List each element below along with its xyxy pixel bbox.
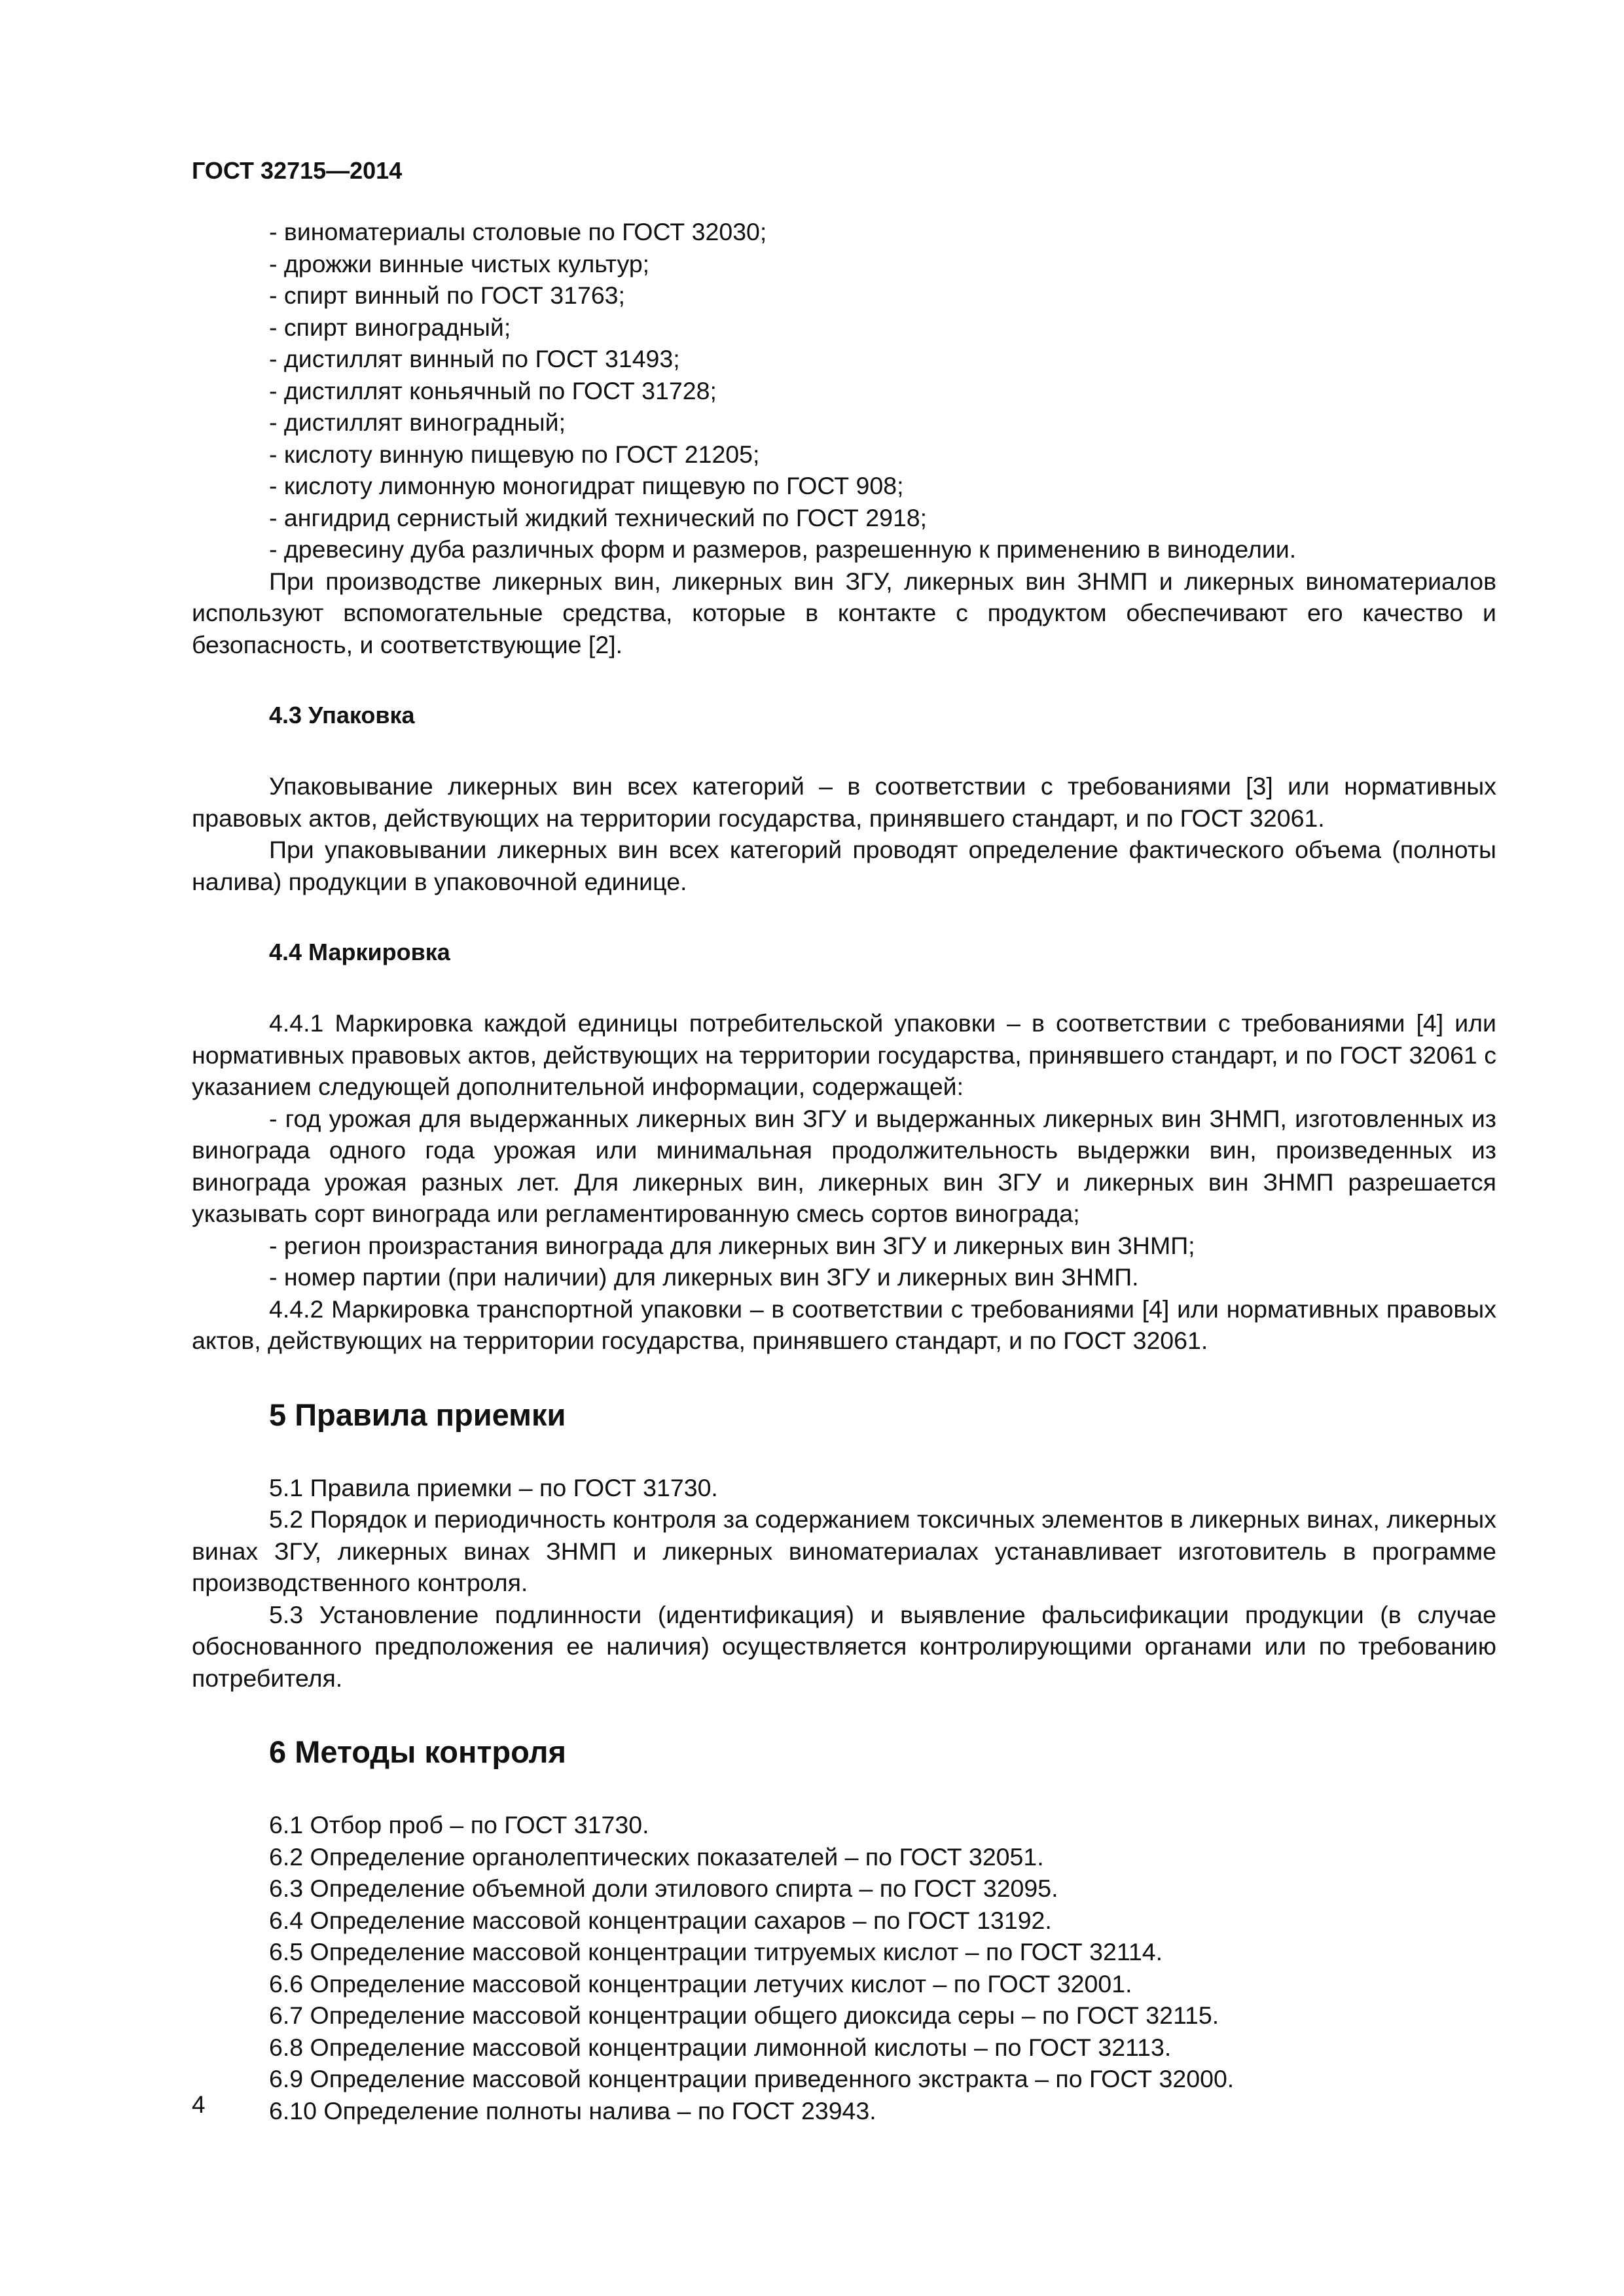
list-item: - дистиллят винный по ГОСТ 31493;: [269, 345, 680, 372]
list-item: - регион произрастания винограда для ликерных вин ЗГУ и ликерных вин ЗНМП;: [269, 1231, 1195, 1259]
list-item: - год урожая для выдержанных ликерных вин ЗГУ и выдержанных ликерных вин ЗНМП, изготовленных из винограда одного года урожая или минимальная продолжительность выдержки вин, произведенных из винограда урожая разных лет. Для ликерных вин, ликерных вин ЗГУ и ликерных вин ЗНМП разрешается указывать сорт винограда или регламентированную смесь сортов винограда;: [192, 1104, 1496, 1227]
list-item: 6.10 Определение полноты налива – по ГОСТ 23943.: [269, 2096, 876, 2125]
list-item: 6.7 Определение массовой концентрации общего диоксида серы – по ГОСТ 32115.: [269, 2001, 1219, 2029]
list-item: - спирт винный по ГОСТ 31763;: [269, 281, 625, 309]
paragraph: При упаковывании ликерных вин всех категорий проводят определение фактического объема (полноты налива) продукции в упаковочной единице.: [192, 836, 1496, 895]
list-item: 6.3 Определение объемной доли этилового спирта – по ГОСТ 32095.: [269, 1874, 1058, 1902]
list-item: 6.9 Определение массовой концентрации приведенного экстракта – по ГОСТ 32000.: [269, 2065, 1235, 2092]
list-item: - дистиллят виноградный;: [269, 408, 566, 436]
list-item: - древесину дуба различных форм и размеров, разрешенную к применению в виноделии.: [269, 535, 1297, 563]
page-number: 4: [192, 2091, 206, 2118]
section-4-3-heading: 4.3 Упаковка: [269, 702, 415, 728]
paragraph: 5.3 Установление подлинности (идентификация) и выявление фальсификации продукции (в случае обоснованного предположения ее наличия) осуществляется контролирующими органами или по требованию потребителя.: [192, 1600, 1496, 1692]
materials-list: [192, 216, 1496, 565]
list-item: 6.4 Определение массовой концентрации сахаров – по ГОСТ 13192.: [269, 1906, 1052, 1934]
list-item: 6.5 Определение массовой концентрации титруемых кислот – по ГОСТ 32114.: [269, 1938, 1163, 1965]
list-item: 6.8 Определение массовой концентрации лимонной кислоты – по ГОСТ 32113.: [269, 2033, 1172, 2061]
list-item: - дистиллят коньячный по ГОСТ 31728;: [269, 376, 717, 404]
list-item: - дрожжи винные чистых культур;: [269, 249, 650, 278]
list-item: - кислоту лимонную моногидрат пищевую по ГОСТ 908;: [269, 472, 904, 499]
list-item: - номер партии (при наличии) для ликерных вин ЗГУ и ликерных вин ЗНМП.: [269, 1263, 1139, 1291]
page-content: [192, 216, 1496, 2126]
list-item: 6.6 Определение массовой концентрации летучих кислот – по ГОСТ 32001.: [269, 1969, 1132, 1998]
section-4-4-heading: 4.4 Маркировка: [269, 939, 450, 965]
paragraph: 4.4.2 Маркировка транспортной упаковки – в соответствии с требованиями [4] или нормативных правовых актов, действующих на территории государства, принявшего стандарт, и по ГОСТ 32061.: [192, 1295, 1496, 1354]
list-item: - кислоту винную пищевую по ГОСТ 21205;: [269, 440, 760, 468]
paragraph: Упаковывание ликерных вин всех категорий – в соответствии с требованиями [3] или нормативных правовых актов, действующих на территории государства, принявшего стандарт, и по ГОСТ 32061.: [192, 772, 1496, 832]
list-item: 6.2 Определение органолептических показателей – по ГОСТ 32051.: [269, 1842, 1044, 1871]
list-item: - спирт виноградный;: [269, 313, 511, 341]
section-5-heading: 5 Правила приемки: [269, 1397, 566, 1432]
paragraph: 5.1 Правила приемки – по ГОСТ 31730.: [269, 1473, 718, 1501]
list-item: 6.1 Отбор проб – по ГОСТ 31730.: [269, 1811, 649, 1839]
materials-note: При производстве ликерных вин, ликерных вин ЗГУ, ликерных вин ЗНМП и ликерных виноматериалов используют вспомогательные средства, которые в контакте с продуктом обеспечивают его качество и безопасность, и соответствующие [2].: [192, 567, 1496, 658]
section-6-heading: 6 Методы контроля: [269, 1734, 566, 1769]
list-item: - виноматериалы столовые по ГОСТ 32030;: [269, 218, 767, 245]
list-item: - ангидрид сернистый жидкий технический по ГОСТ 2918;: [269, 503, 928, 531]
document-code-header: ГОСТ 32715—2014: [192, 157, 403, 184]
paragraph: 4.4.1 Маркировка каждой единицы потребительской упаковки – в соответствии с требованиями [4] или нормативных правовых актов, действующих на территории государства, принявшего стандарт, и по ГОСТ 32061 с указанием следующей дополнительной информации, содержащей:: [192, 1009, 1496, 1100]
paragraph: 5.2 Порядок и периодичность контроля за содержанием токсичных элементов в ликерных винах, ликерных винах ЗГУ, ликерных винах ЗНМП и ликерных виноматериалах устанавливает изготовитель в программе производственного контроля.: [192, 1505, 1496, 1596]
